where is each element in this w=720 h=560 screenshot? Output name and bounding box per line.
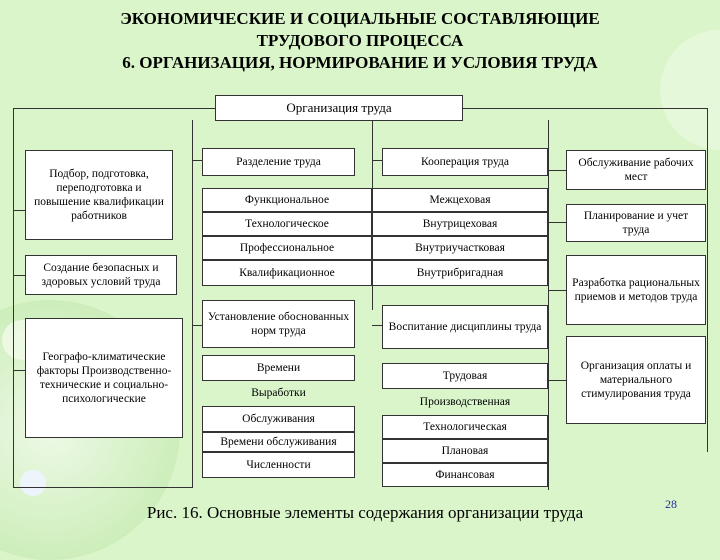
connector	[463, 108, 708, 109]
connector	[13, 210, 25, 211]
root-box	[215, 95, 463, 121]
connector	[707, 108, 708, 452]
connector	[13, 108, 215, 109]
connector	[192, 120, 193, 488]
intershop-box: Межцеховая	[372, 188, 548, 212]
title-line-2: ТРУДОВОГО ПРОЦЕССА	[256, 31, 464, 50]
planning-box: Планирование и учет труда	[566, 204, 706, 242]
technological-box: Технологическое	[202, 212, 372, 236]
workplaces-box: Обслуживание рабочих мест	[566, 150, 706, 190]
service-norm-box: Обслуживания	[202, 406, 355, 432]
title-line-3: 6. ОРГАНИЗАЦИЯ, НОРМИРОВАНИЕ И УСЛОВИЯ ТРУДА	[122, 53, 598, 72]
planned-discipline-box: Плановая	[382, 439, 548, 463]
production-discipline-label: Производственная	[419, 396, 511, 408]
financial-discipline-box: Финансовая	[382, 463, 548, 487]
training-box: Подбор, подготовка, переподготовка и повышение квалификации работников	[25, 150, 173, 240]
safety-box: Создание безопасных и здоровых условий труда	[25, 255, 177, 295]
technological-discipline-box: Технологическая	[382, 415, 548, 439]
connector	[192, 325, 202, 326]
headcount-norm-box: Численности	[202, 452, 355, 478]
intrashop-box: Внутрицеховая	[372, 212, 548, 236]
intrabrigade-box: Внутрибригадная	[372, 260, 548, 286]
connector	[13, 370, 25, 371]
qualification-box: Квалификационное	[202, 260, 372, 286]
page-number: 28	[665, 497, 677, 511]
intrasection-box: Внутриучастковая	[372, 236, 548, 260]
service-time-norm-box: Времени обслуживания	[202, 432, 355, 452]
connector	[548, 170, 566, 171]
connector	[548, 222, 566, 223]
title-line-1: ЭКОНОМИЧЕСКИЕ И СОЦИАЛЬНЫЕ СОСТАВЛЯЮЩИЕ	[120, 9, 600, 28]
connector	[13, 275, 25, 276]
methods-box: Разработка рациональных приемов и методов труда	[566, 255, 706, 325]
factors-box: Географо-климатические факторы Производственно-технические и социально-психологические	[25, 318, 183, 438]
output-norm-label: Выработки	[251, 387, 306, 399]
connector	[372, 160, 382, 161]
labor-discipline-box: Трудовая	[382, 363, 548, 389]
norms-box: Установление обоснованных норм труда	[202, 300, 355, 348]
division-box: Разделение труда	[202, 148, 355, 176]
functional-box: Функциональное	[202, 188, 372, 212]
connector	[13, 487, 193, 488]
cooperation-box: Кооперация труда	[382, 148, 548, 176]
connector	[192, 160, 202, 161]
figure-caption: Рис. 16. Основные элементы содержания организации труда	[146, 503, 584, 522]
connector	[548, 290, 566, 291]
connector	[548, 380, 566, 381]
connector	[548, 120, 549, 490]
slide-title	[20, 8, 700, 74]
root-label: Организация труда	[286, 100, 392, 115]
decor-circle-tiny	[20, 470, 46, 496]
professional-box: Профессиональное	[202, 236, 372, 260]
discipline-box: Воспитание дисциплины труда	[382, 305, 548, 349]
connector	[372, 325, 382, 326]
time-norm-box: Времени	[202, 355, 355, 381]
connector	[13, 108, 14, 488]
pay-box: Организация оплаты и материального стимулирования труда	[566, 336, 706, 424]
